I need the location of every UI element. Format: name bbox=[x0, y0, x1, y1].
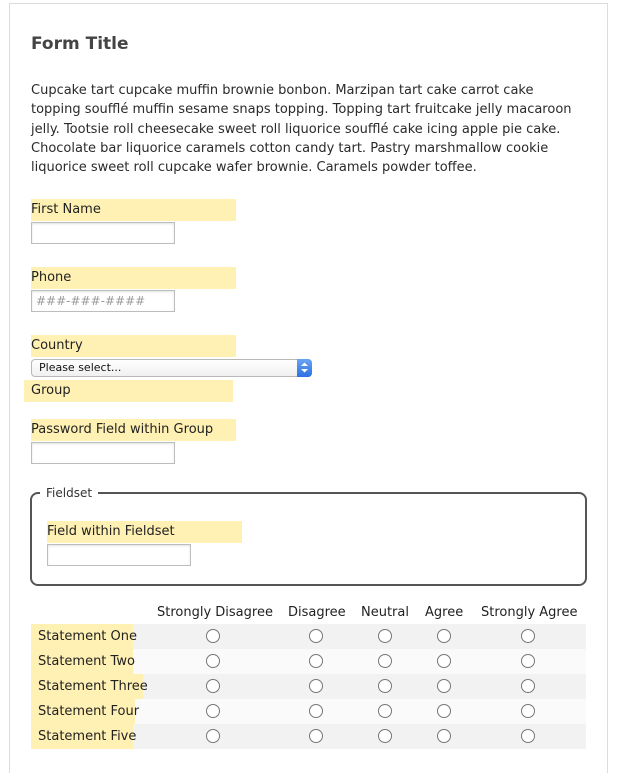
form-description: Cupcake tart cupcake muffin brownie bonbon. Marzipan tart cake carrot cake topping soufflé muffin sesame snaps topping. Topping tart fruitcake jelly macaroon jelly. Tootsie roll cheesecake sweet roll liquorice soufflé cake icing apple pie cake. Chocolate bar liquorice caramels cotton candy tart. Pastry marshmallow cookie liquorice sweet roll cupcake wafer brownie. Caramels powder toffee. bbox=[31, 83, 572, 176]
fieldset-field-input[interactable] bbox=[47, 544, 191, 566]
likert-row-2 bbox=[31, 649, 586, 674]
radio-disagree[interactable] bbox=[309, 629, 323, 643]
country-select[interactable] bbox=[31, 359, 312, 377]
radio-agree[interactable] bbox=[437, 679, 451, 693]
radio-strongly-agree[interactable] bbox=[521, 679, 535, 693]
likert-row-5 bbox=[31, 724, 586, 749]
password-label: Password Field within Group bbox=[31, 419, 236, 441]
country-label: Country bbox=[31, 335, 236, 357]
fieldset-field-label: Field within Fieldset bbox=[47, 521, 242, 543]
radio-strongly-disagree[interactable] bbox=[206, 729, 220, 743]
radio-disagree[interactable] bbox=[309, 704, 323, 718]
group-label: Group bbox=[24, 380, 233, 402]
likert-row-4 bbox=[31, 699, 586, 724]
radio-neutral[interactable] bbox=[378, 729, 392, 743]
statement-label: Statement Three bbox=[31, 674, 143, 699]
radio-disagree[interactable] bbox=[309, 654, 323, 668]
radio-strongly-disagree[interactable] bbox=[206, 704, 220, 718]
radio-neutral[interactable] bbox=[378, 679, 392, 693]
radio-agree[interactable] bbox=[437, 704, 451, 718]
statement-label: Statement One bbox=[31, 624, 133, 649]
form-title: Form Title bbox=[31, 34, 129, 54]
column-strongly-agree: Strongly Agree bbox=[481, 605, 578, 620]
likert-row-3 bbox=[31, 674, 586, 699]
first-name-label: First Name bbox=[31, 199, 236, 221]
radio-neutral[interactable] bbox=[378, 654, 392, 668]
phone-input[interactable] bbox=[31, 290, 175, 312]
radio-strongly-agree[interactable] bbox=[521, 729, 535, 743]
radio-agree[interactable] bbox=[437, 654, 451, 668]
statement-label: Statement Two bbox=[31, 649, 133, 674]
radio-agree[interactable] bbox=[437, 629, 451, 643]
radio-strongly-agree[interactable] bbox=[521, 654, 535, 668]
radio-strongly-agree[interactable] bbox=[521, 704, 535, 718]
statement-label: Statement Five bbox=[31, 724, 133, 749]
radio-disagree[interactable] bbox=[309, 679, 323, 693]
password-input[interactable] bbox=[31, 442, 175, 464]
radio-neutral[interactable] bbox=[378, 704, 392, 718]
radio-strongly-disagree[interactable] bbox=[206, 679, 220, 693]
phone-label: Phone bbox=[31, 267, 236, 289]
fieldset-legend: Fieldset bbox=[40, 485, 98, 501]
radio-strongly-disagree[interactable] bbox=[206, 654, 220, 668]
statement-label: Statement Four bbox=[31, 699, 135, 724]
radio-disagree[interactable] bbox=[309, 729, 323, 743]
radio-agree[interactable] bbox=[437, 729, 451, 743]
column-agree: Agree bbox=[425, 605, 464, 620]
column-strongly-disagree: Strongly Disagree bbox=[157, 605, 273, 620]
column-neutral: Neutral bbox=[361, 605, 409, 620]
radio-neutral[interactable] bbox=[378, 629, 392, 643]
radio-strongly-disagree[interactable] bbox=[206, 629, 220, 643]
country-select-value: Please select... bbox=[39, 361, 122, 374]
radio-strongly-agree[interactable] bbox=[521, 629, 535, 643]
select-arrows-icon bbox=[297, 359, 312, 377]
first-name-input[interactable] bbox=[31, 222, 175, 244]
column-disagree: Disagree bbox=[288, 605, 346, 620]
likert-row-1 bbox=[31, 624, 586, 649]
